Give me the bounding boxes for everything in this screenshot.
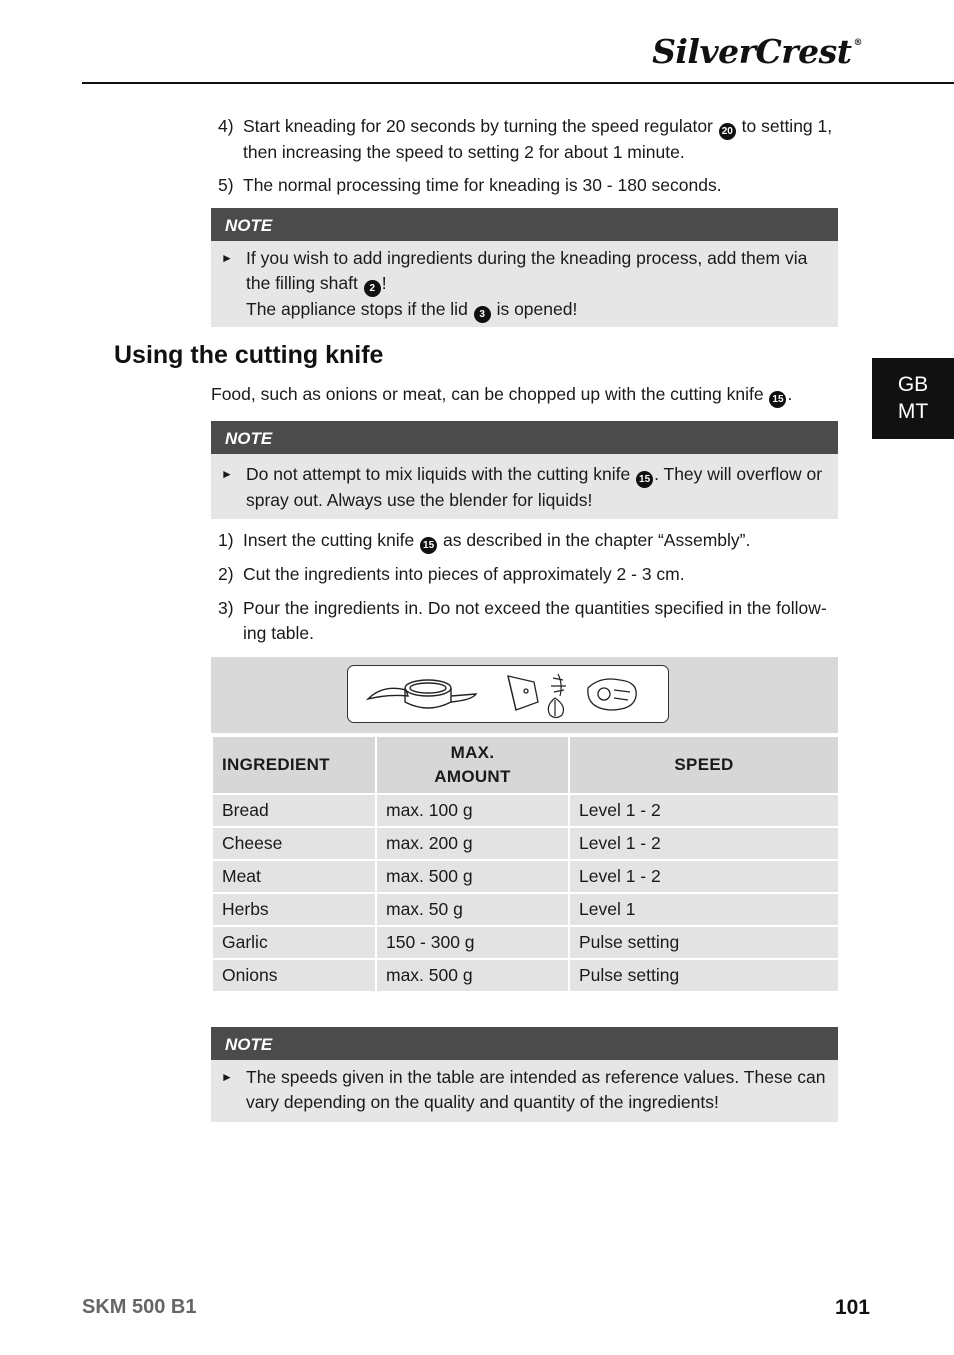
language-code: MT <box>897 400 929 423</box>
step-number: 2) <box>218 564 234 584</box>
step-4 <box>218 114 840 165</box>
bullet-arrow-icon: ► <box>221 467 233 481</box>
ingredient-cell: Garlic <box>212 926 376 959</box>
speed-cell: Pulse setting <box>569 959 839 992</box>
language-tab <box>872 358 954 439</box>
note-body <box>211 241 838 327</box>
note-title: NOTE <box>211 421 838 454</box>
note-text-line: The appliance stops if the lid 3 is opened! <box>246 297 828 323</box>
ingredient-cell: Meat <box>212 860 376 893</box>
header-rule <box>82 82 954 84</box>
step-text: Cut the ingredients into pieces of approximately 2 - 3 cm. <box>243 564 685 584</box>
intro-text: Food, such as onions or meat, can be chopped up with the cutting knife 15 . <box>211 382 792 408</box>
reference-number-badge: 15 <box>636 471 653 488</box>
ingredient-cell: Herbs <box>212 893 376 926</box>
note-text-line: If you wish to add ingredients during the kneading process, add them via the filling shaft 2 ! <box>246 246 828 297</box>
step-number: 1) <box>218 530 234 550</box>
speed-cell: Level 1 - 2 <box>569 860 839 893</box>
bullet-arrow-icon: ► <box>221 1070 233 1084</box>
cutting-knife-icon <box>368 680 476 708</box>
step-text: The normal processing time for kneading is 30 - 180 seconds. <box>243 175 722 195</box>
speed-cell: Level 1 - 2 <box>569 827 839 860</box>
footer-model: SKM 500 B1 <box>82 1296 197 1318</box>
ingredient-cell: Onions <box>212 959 376 992</box>
amount-cell: max. 100 g <box>376 794 569 827</box>
amount-cell: max. 50 g <box>376 893 569 926</box>
page-number: 101 <box>834 1296 870 1319</box>
column-header-speed: SPEED <box>569 736 839 794</box>
step-2 <box>218 562 840 587</box>
amount-cell: max. 500 g <box>376 860 569 893</box>
table-row <box>212 794 839 827</box>
reference-number-badge: 2 <box>364 280 381 297</box>
step-number: 3) <box>218 598 234 618</box>
brand-logo: SilverCrest ® <box>652 32 862 71</box>
table-row <box>212 893 839 926</box>
amount-cell: max. 500 g <box>376 959 569 992</box>
speed-cell: Level 1 - 2 <box>569 794 839 827</box>
reference-number-badge: 20 <box>719 123 736 140</box>
section-title: Using the cutting knife <box>114 341 384 369</box>
speed-cell: Level 1 <box>569 893 839 926</box>
ingredient-cell: Bread <box>212 794 376 827</box>
note-box-kneading <box>211 208 838 327</box>
table-row <box>212 959 839 992</box>
note-body <box>211 1060 838 1122</box>
step-3 <box>218 596 840 646</box>
quantity-table <box>211 657 838 993</box>
bullet-arrow-icon: ► <box>221 251 233 265</box>
note-title: NOTE <box>211 208 838 241</box>
note-box-liquids <box>211 421 838 519</box>
amount-cell: max. 200 g <box>376 827 569 860</box>
note-text: Do not attempt to mix liquids with the cutting knife 15 . They will overflow or spray out. Always use the blender for liquids! <box>246 464 823 510</box>
amount-cell: 150 - 300 g <box>376 926 569 959</box>
cheese-icon <box>508 676 538 710</box>
table-illustration-row <box>211 657 838 735</box>
garlic-icon <box>548 698 563 718</box>
speed-cell: Pulse setting <box>569 926 839 959</box>
note-title: NOTE <box>211 1027 838 1060</box>
note-text: The speeds given in the table are intended as reference values. These can vary depending on the quality and quantity of the ingredients! <box>246 1067 826 1112</box>
reference-number-badge: 15 <box>769 391 786 408</box>
column-header-ingredient: INGREDIENT <box>212 736 376 794</box>
column-header-max-amount: MAX. AMOUNT <box>376 736 569 794</box>
table-header-row <box>212 736 839 794</box>
herbs-icon <box>551 674 566 696</box>
reference-number-badge: 3 <box>474 306 491 323</box>
step-5 <box>218 173 840 198</box>
step-1 <box>218 528 840 554</box>
reference-number-badge: 15 <box>420 537 437 554</box>
step-text: Insert the cutting knife 15 as described in the chapter “Assembly”. <box>218 528 840 554</box>
language-code: GB <box>897 373 929 396</box>
table-row <box>212 827 839 860</box>
step-text: Start kneading for 20 seconds by turning the speed regulator 20 to setting 1, then increasing the speed to setting 2 for about 1 minute. <box>243 116 833 162</box>
step-number: 5) <box>218 175 234 195</box>
table-row <box>212 860 839 893</box>
step-number: 4) <box>218 116 234 136</box>
note-box-speeds <box>211 1027 838 1122</box>
ingredient-cell: Cheese <box>212 827 376 860</box>
meat-icon <box>588 679 636 710</box>
step-text: Pour the ingredients in. Do not exceed the quantities specified in the follow- ing table. <box>243 598 827 643</box>
cutting-knife-illustration <box>347 665 669 723</box>
note-body <box>211 454 838 519</box>
table-row <box>212 926 839 959</box>
